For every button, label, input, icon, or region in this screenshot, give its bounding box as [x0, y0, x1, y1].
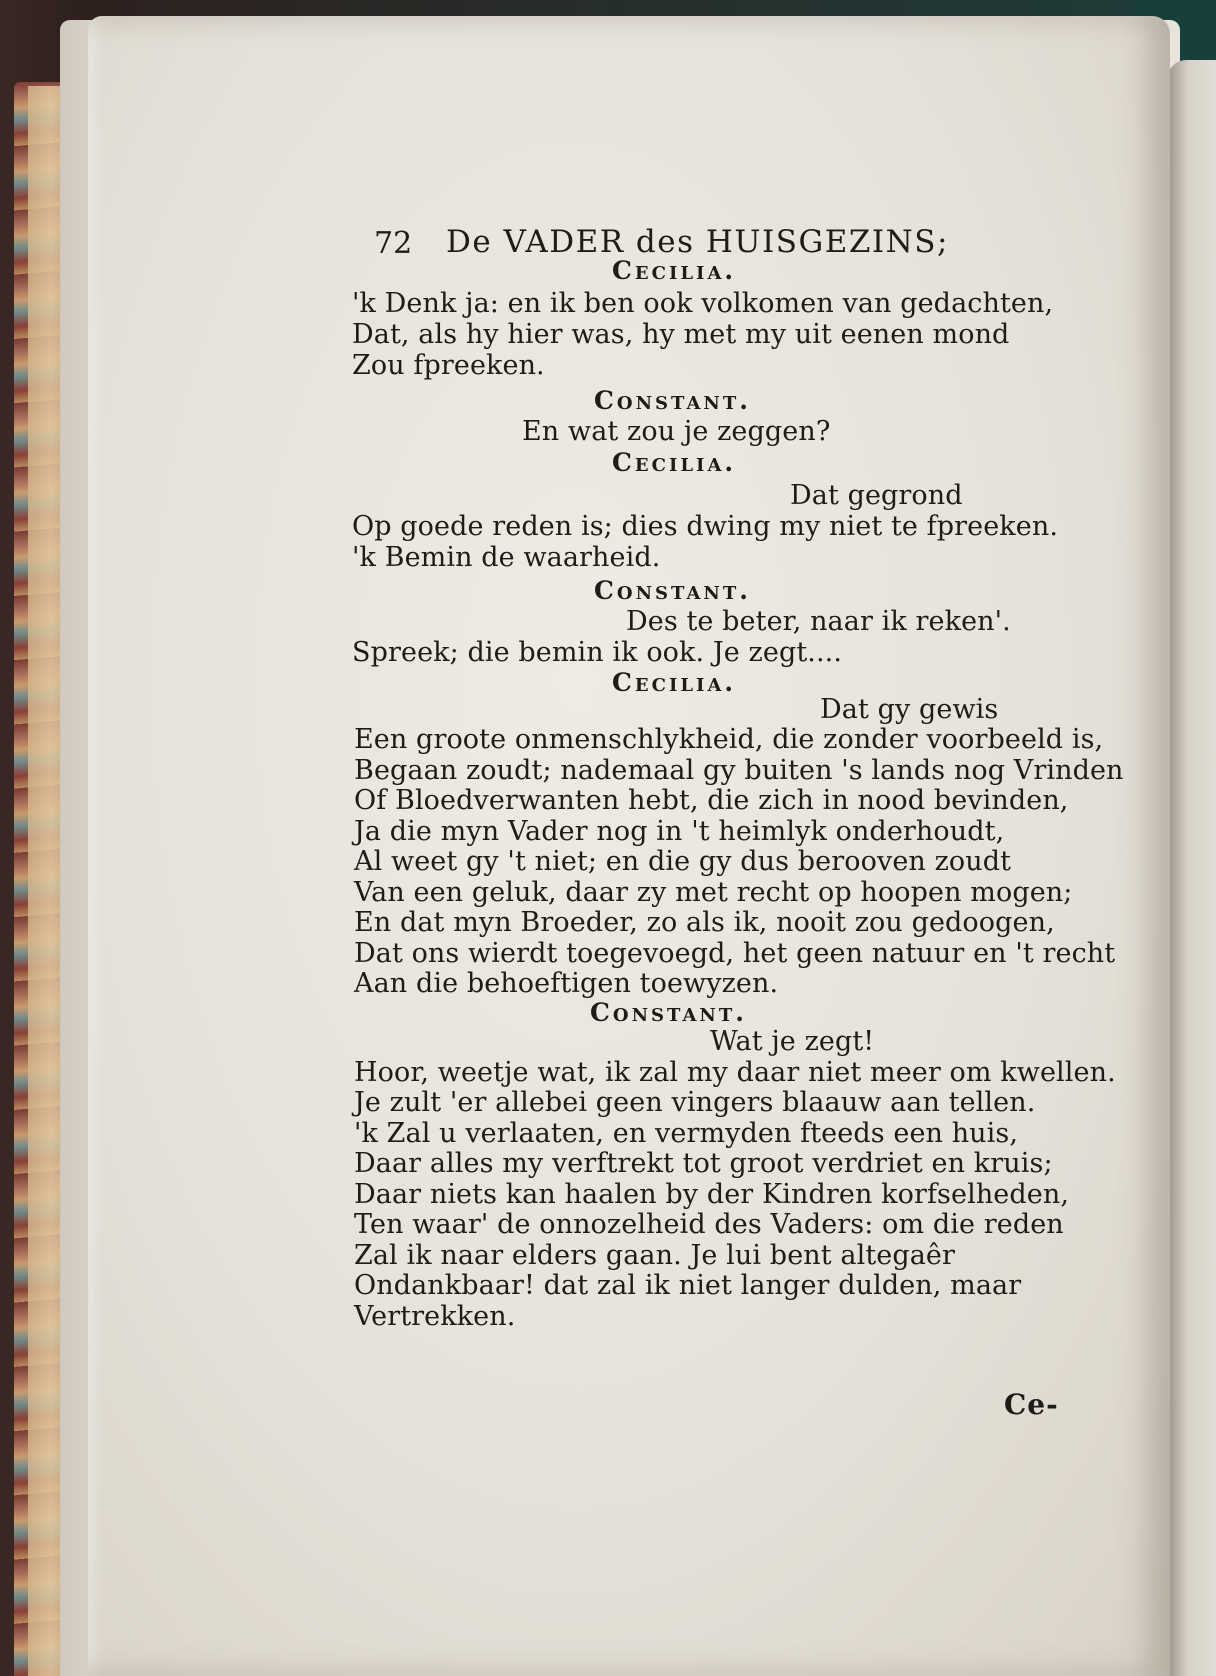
verse-line: Dat ons wierdt toegevoegd, het geen natuur en 't recht	[354, 938, 1116, 969]
verse-line: Of Bloedverwanten hebt, die zich in nood bevinden,	[354, 785, 1069, 816]
verse-line: Aan die behoeftigen toewyzen.	[354, 968, 779, 999]
verse-line: Daar alles my verftrekt tot groot verdriet en kruis;	[354, 1148, 1053, 1179]
verse-line: Dat gegrond	[790, 480, 963, 511]
verse-line: Vertrekken.	[354, 1301, 516, 1332]
speaker-cecilia: Cecilia.	[612, 668, 737, 697]
verse-line: Dat gy gewis	[820, 694, 999, 725]
speaker-cecilia: Cecilia.	[612, 448, 737, 477]
verse-line: Zal ik naar elders gaan. Je lui bent altegaêr	[354, 1240, 956, 1271]
verse-line: Ten waar' de onnozelheid des Vaders: om die reden	[354, 1209, 1064, 1240]
facing-page-edge	[1168, 60, 1216, 1676]
running-title: De VADER des HUISGEZINS;	[446, 224, 949, 260]
verse-line: Ja die myn Vader nog in 't heimlyk onderhoudt,	[354, 816, 1005, 847]
verse-line: Zou fpreeken.	[352, 350, 545, 381]
speaker-constant: Constant.	[594, 386, 751, 415]
speaker-constant: Constant.	[590, 998, 747, 1027]
verse-line: 'k Bemin de waarheid.	[352, 542, 661, 573]
verse-line: Begaan zoudt; nademaal gy buiten 's lands nog Vrinden	[354, 755, 1124, 786]
catchword: Ce-	[1004, 1388, 1059, 1421]
page-number: 72	[374, 226, 413, 261]
verse-line: Des te beter, naar ik reken'.	[626, 606, 1011, 637]
verse-line: Een groote onmenschlykheid, die zonder voorbeeld is,	[354, 724, 1104, 755]
speaker-constant: Constant.	[594, 576, 751, 605]
verse-line: En dat myn Broeder, zo als ik, nooit zou gedoogen,	[354, 907, 1055, 938]
verse-line: 'k Denk ja: en ik ben ook volkomen van gedachten,	[352, 288, 1054, 319]
verse-line: Ondankbaar! dat zal ik niet langer dulden, maar	[354, 1270, 1022, 1301]
verse-line: En wat zou je zeggen?	[522, 416, 831, 447]
verse-line: Op goede reden is; dies dwing my niet te fpreeken.	[352, 511, 1059, 542]
verse-line: Hoor, weetje wat, ik zal my daar niet meer om kwellen.	[354, 1057, 1116, 1088]
verse-line: Daar niets kan haalen by der Kindren korfselheden,	[354, 1179, 1070, 1210]
verse-line: Al weet gy 't niet; en die gy dus berooven zoudt	[354, 846, 1012, 877]
speaker-cecilia: Cecilia.	[612, 256, 737, 285]
verse-line: Spreek; die bemin ik ook. Je zegt....	[352, 637, 843, 668]
verse-line: Van een geluk, daar zy met recht op hoopen mogen;	[354, 877, 1073, 908]
verse-line: 'k Zal u verlaaten, en vermyden fteeds een huis,	[354, 1118, 1019, 1149]
verse-line: Wat je zegt!	[710, 1026, 875, 1057]
verse-line: Dat, als hy hier was, hy met my uit eenen mond	[352, 319, 1010, 350]
verse-line: Je zult 'er allebei geen vingers blaauw aan tellen.	[354, 1087, 1036, 1118]
